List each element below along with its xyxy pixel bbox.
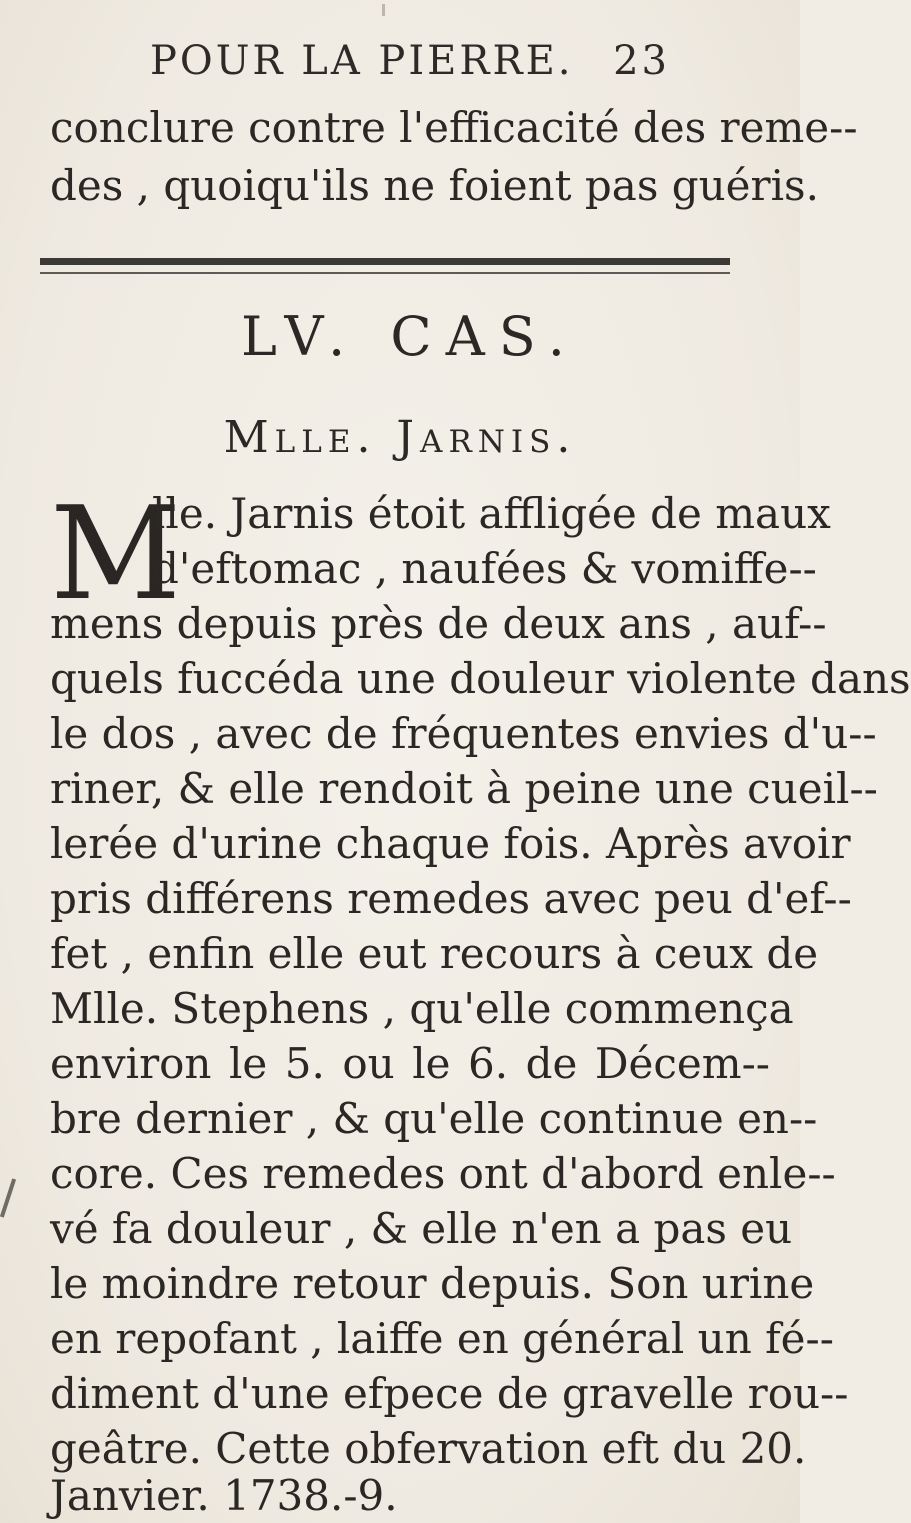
top-margin-mark (382, 4, 385, 16)
body-line-6: riner, & elle rendoit à peine une cueil-- (50, 764, 878, 813)
body-line-11: environ le 5. ou le 6. de Décem-- (50, 1039, 770, 1088)
body-line-7: lerée d'urine chaque fois. Après avoir (50, 819, 851, 868)
body-line-10: Mlle. Stephens , qu'elle commença (50, 984, 794, 1033)
running-head-title: POUR LA PIERRE. (150, 38, 574, 84)
intro-line-2: des , quoiqu'ils ne foient pas guéris. (50, 161, 819, 210)
running-head (150, 38, 670, 84)
intro-line-1: conclure contre l'efficacité des reme-- (50, 103, 858, 152)
body-line-3: mens depuis près de deux ans , auf-- (50, 599, 827, 648)
body-line-2: d'eftomac , naufées & vomiffe-- (152, 544, 817, 593)
body-line-5: le dos , avec de fréquentes envies d'u-- (50, 709, 877, 758)
body-line-17: diment d'une efpece de gravelle rou-- (50, 1369, 849, 1418)
body-line-16: en repofant , laiffe en général un fé-- (50, 1314, 834, 1363)
section-divider-thick (40, 258, 730, 265)
body-line-14: vé fa douleur , & elle n'en a pas eu (50, 1204, 793, 1253)
section-divider-thin (40, 272, 730, 274)
body-line-13: core. Ces remedes ont d'abord enle-- (50, 1149, 836, 1198)
body-line-15: le moindre retour depuis. Son urine (50, 1259, 815, 1308)
body-line-18: geâtre. Cette obfervation eft du 20. (50, 1424, 807, 1473)
section-title: LV. CAS. (241, 305, 579, 368)
page-number: 23 (613, 38, 670, 84)
body-line-12: bre dernier , & qu'elle continue en-- (50, 1094, 818, 1143)
body-line-1: lle. Jarnis étoit affligée de maux (152, 489, 831, 538)
drop-capital: M (50, 480, 182, 629)
section-subtitle: Mlle. Jarnis. (223, 412, 577, 463)
body-line-9: fet , enfin elle eut recours à ceux de (50, 929, 819, 978)
margin-mark (0, 1178, 16, 1217)
body-line-8: pris différens remedes avec peu d'ef-- (50, 874, 852, 923)
body-line-4: quels fuccéda une douleur violente dans (50, 654, 911, 703)
body-line-19: Janvier. 1738.-9. (50, 1471, 398, 1520)
